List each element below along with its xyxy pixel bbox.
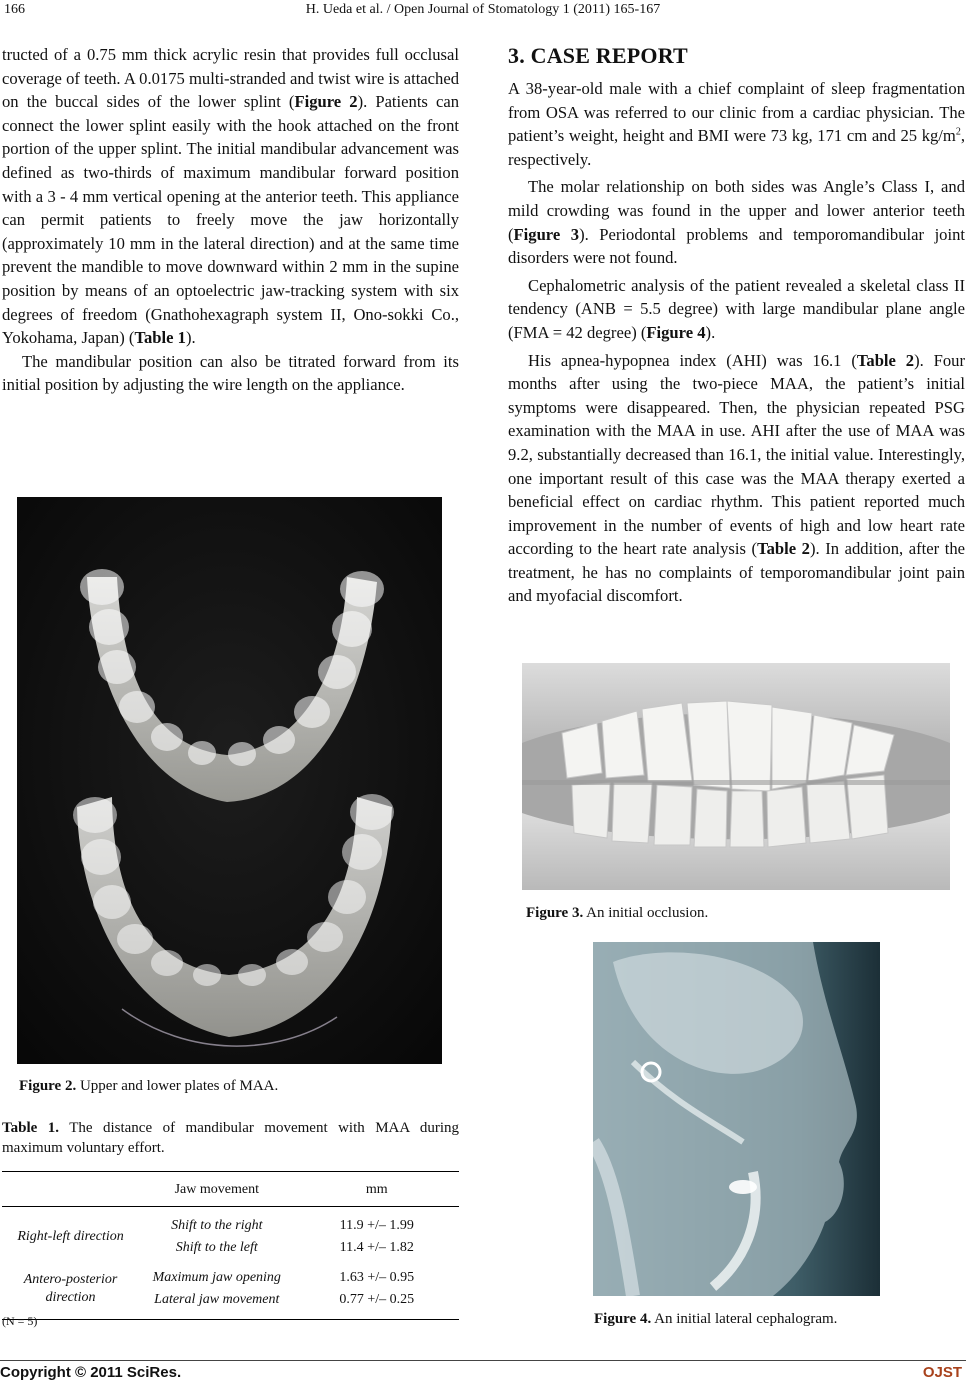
table-row [2, 1259, 459, 1289]
movement-cell: Lateral jaw movement [139, 1289, 294, 1320]
right-column [508, 43, 965, 608]
table-row [2, 1207, 459, 1238]
case-paragraph-3: Cephalometric analysis of the patient revealed a skeletal class II tendency (ANB = 5.5 degree) with large mandibular plane angle (FMA = 42 degree) (Figure 4). [508, 275, 965, 342]
table-ref: Table 2 [757, 539, 810, 559]
left-column [2, 43, 459, 397]
running-head: H. Ueda et al. / Open Journal of Stomatology 1 (2011) 165-167 [305, 2, 661, 17]
case-paragraph-2: The molar relationship on both sides was Angle’s Class I, and mild crowding was found in the upper and lower anterior teeth (Figure 3). Periodontal problems and temporomandibular joint disorders were not found. [508, 177, 965, 268]
table-ref: Table 2 [856, 350, 915, 370]
table-header-cell: mm [294, 1172, 459, 1207]
table-1-caption: Table 1. The distance of mandibular movement with MAA during maximum voluntary effort. [2, 1120, 460, 1156]
row-group-label: Antero-posterior direction [2, 1259, 139, 1320]
page-number: 166 [4, 2, 25, 17]
table-header-cell [2, 1172, 139, 1207]
figure-3-image [522, 663, 950, 890]
footer-divider [0, 1360, 966, 1361]
value-cell: 11.4 +/– 1.82 [339, 1240, 414, 1255]
paragraph-1: tructed of a 0.75 mm thick acrylic resin that provides full occlusal coverage of teeth. A 0.0175 multi-stranded and twist wire is attached on the buccal sides of the lower splint (Figure 2). Patients can connect the lower splint easily with the hook attached on the front portion of the upper splint. The initial mandibular advancement was defined as two-thirds of maximum mandibular forward position with a 3 - 4 mm vertical opening at the anterior teeth. This appliance can permit patients to freely move the jaw horizontally (approximately 10 mm in the lateral direction) and at the same time prevent the mandible to move downward within 2 mm in the supine position by means of an optoelectric jaw-tracking system with six degrees of freedom (Gnathohexagraph system II, Ono-sokki Co., Yokohama, Japan) (Table 1). [2, 45, 460, 348]
section-title: 3. CASE REPORT [508, 43, 688, 68]
figure-3-caption: Figure 3. An initial occlusion. [526, 905, 709, 921]
table-1-note: (N = 5) [2, 1314, 38, 1328]
row-group-label: Right-left direction [17, 1229, 124, 1244]
value-cell: 1.63 +/– 0.95 [339, 1270, 415, 1285]
value-cell: 11.9 +/– 1.99 [339, 1218, 414, 1233]
table-1-grid [2, 1171, 459, 1320]
table-header-cell: Jaw movement [139, 1172, 294, 1207]
page-header [0, 0, 966, 22]
case-paragraph-4: His apnea-hypopnea index (AHI) was 16.1 (Table 2). Four months after using the two-piece MAA, the patient’s initial symptoms were disappeared. Then, the physician repeated PSG examination with the MAA in use. AHI after the use of MAA was 9.2, substantially decreased than 16.1, the initial value. Interestingly, one important result of this case was the MAA therapy exerted a beneficial effect on cardiac rhythm. This patient reported much improvement in the number of events of high and low heart rate according to the heart rate analysis (Table 2). In addition, after the treatment, he has no complaints of temporomandibular joint pain and myofacial discomfort. [508, 350, 965, 606]
figure-ref: Figure 2 [294, 92, 358, 112]
movement-cell: Shift to the right [171, 1218, 263, 1233]
table-header-row [2, 1172, 459, 1207]
movement-cell: Shift to the left [175, 1240, 258, 1255]
paragraph-2: The mandibular position can also be titrated forward from its initial position by adjusting the wire length on the appliance. [2, 351, 459, 395]
table-ref: Table 1 [134, 328, 186, 348]
journal-abbrev-link[interactable]: OJST [922, 1364, 962, 1381]
figure-ref: Figure 3 [513, 224, 580, 244]
figure-ref: Figure 4 [646, 322, 706, 342]
figure-4-image [593, 942, 880, 1296]
case-paragraph-1: A 38-year-old male with a chief complaint of sleep fragmentation from OSA was referred to our clinic from a cardiac physician. The patient’s weight, height and BMI were 73 kg, 171 cm and 25 $kg/m^2$, respectively. [508, 79, 965, 169]
copyright-notice: Copyright © 2011 SciRes. [0, 1364, 182, 1381]
table-1 [2, 1118, 459, 1320]
value-cell: 0.77 +/– 0.25 [294, 1289, 459, 1320]
figure-4-caption: Figure 4. An initial lateral cephalogram. [594, 1311, 838, 1327]
figure-2-image [17, 497, 442, 1064]
movement-cell: Maximum jaw opening [152, 1270, 281, 1285]
figure-2-caption: Figure 2. Upper and lower plates of MAA. [19, 1078, 279, 1094]
